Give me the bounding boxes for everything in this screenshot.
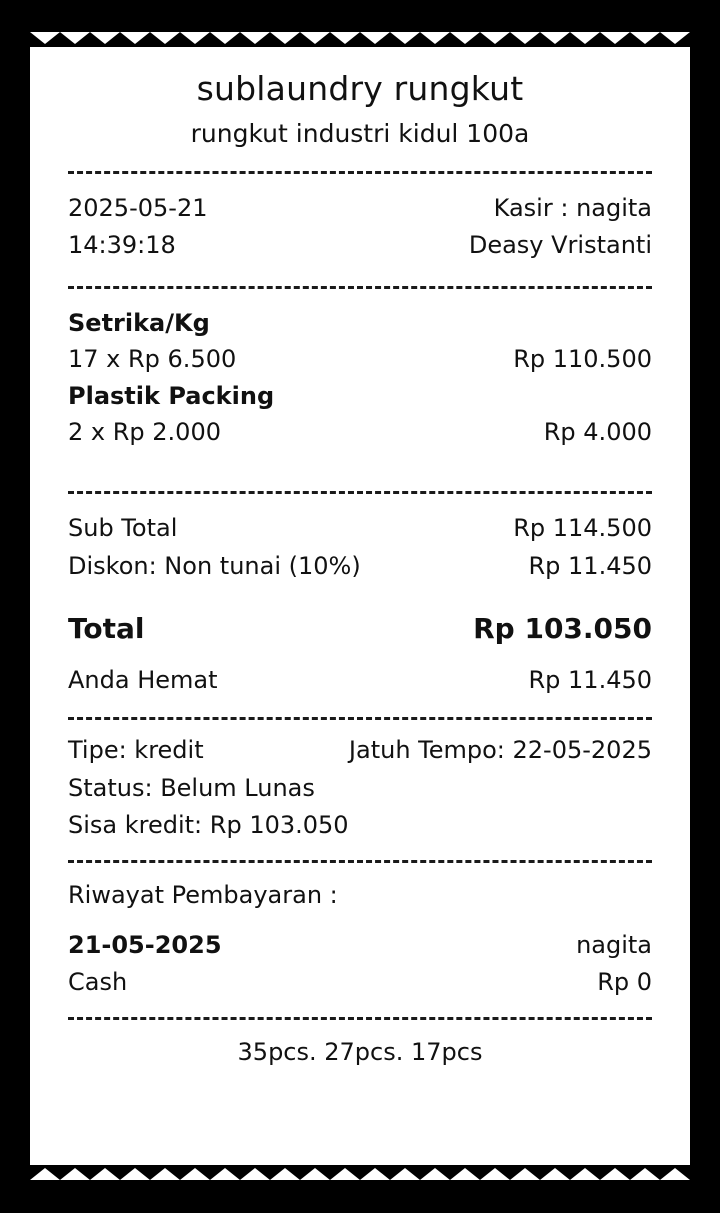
transaction-time: 14:39:18 — [68, 230, 176, 259]
torn-edge-bottom-shape — [30, 1165, 690, 1180]
history-method: Cash — [68, 968, 128, 997]
payment-history-list — [68, 927, 652, 1001]
divider-6 — [68, 1017, 652, 1020]
history-row-date — [68, 927, 652, 964]
credit-status: Status: Belum Lunas — [68, 773, 315, 802]
summary-row-subtotal — [68, 510, 652, 547]
transaction-date: 2025-05-21 — [68, 193, 208, 222]
savings-label: Anda Hemat — [68, 666, 218, 695]
total-value: Rp 103.050 — [473, 611, 652, 645]
item-amount-row — [68, 341, 652, 378]
savings-row — [68, 662, 652, 699]
payment-history-title: Riwayat Pembayaran : — [68, 880, 338, 909]
credit-due-date: Jatuh Tempo: 22-05-2025 — [348, 736, 652, 765]
list-item — [68, 378, 652, 451]
transaction-meta — [68, 190, 652, 264]
divider-5 — [68, 860, 652, 863]
credit-row-remaining — [68, 807, 652, 844]
divider-3 — [68, 491, 652, 494]
cashier-label: Kasir : nagita — [493, 193, 652, 222]
item-qty-price: 17 x Rp 6.500 — [68, 345, 237, 374]
receipt-content — [30, 48, 690, 1164]
credit-type: Tipe: kredit — [68, 736, 204, 765]
history-amount: Rp 0 — [597, 968, 652, 997]
subtotal-value: Rp 114.500 — [513, 514, 652, 543]
torn-edge-bottom — [30, 1165, 690, 1180]
discount-label: Diskon: Non tunai (10%) — [68, 551, 361, 580]
item-name: Plastik Packing — [68, 382, 275, 411]
item-qty-price: 2 x Rp 2.000 — [68, 418, 221, 447]
spacer-after-items — [68, 451, 652, 469]
subtotal-label: Sub Total — [68, 514, 178, 543]
credit-section — [68, 732, 652, 844]
store-address: rungkut industri kidul 100a — [190, 118, 530, 148]
divider-1 — [68, 171, 652, 174]
total-label: Total — [68, 611, 145, 645]
torn-edge-top-shape — [30, 32, 690, 47]
credit-row-status — [68, 770, 652, 807]
summary-section — [68, 510, 652, 584]
summary-row-discount — [68, 548, 652, 585]
torn-edge-top — [30, 32, 690, 47]
history-row-amount — [68, 964, 652, 1001]
item-amount: Rp 4.000 — [543, 418, 652, 447]
history-date: 21-05-2025 — [68, 930, 222, 959]
list-item — [68, 927, 652, 1001]
credit-remaining: Sisa kredit: Rp 103.050 — [68, 810, 349, 839]
history-by: nagita — [576, 930, 652, 959]
item-amount: Rp 110.500 — [513, 345, 652, 374]
discount-value: Rp 11.450 — [528, 551, 652, 580]
divider-4 — [68, 717, 652, 720]
meta-row-date — [68, 190, 652, 227]
store-name: sublaundry rungkut — [196, 69, 524, 108]
item-amount-row — [68, 414, 652, 451]
item-name: Setrika/Kg — [68, 309, 210, 338]
meta-row-time — [68, 227, 652, 264]
items-list — [68, 305, 652, 451]
total-row — [68, 607, 652, 650]
credit-row-type — [68, 732, 652, 769]
list-item — [68, 305, 652, 378]
divider-2 — [68, 286, 652, 289]
savings-value: Rp 11.450 — [528, 666, 652, 695]
receipt-paper — [30, 32, 690, 1180]
piece-count-footer: 35pcs. 27pcs. 17pcs — [237, 1038, 483, 1067]
cashier-name: Deasy Vristanti — [468, 230, 652, 259]
